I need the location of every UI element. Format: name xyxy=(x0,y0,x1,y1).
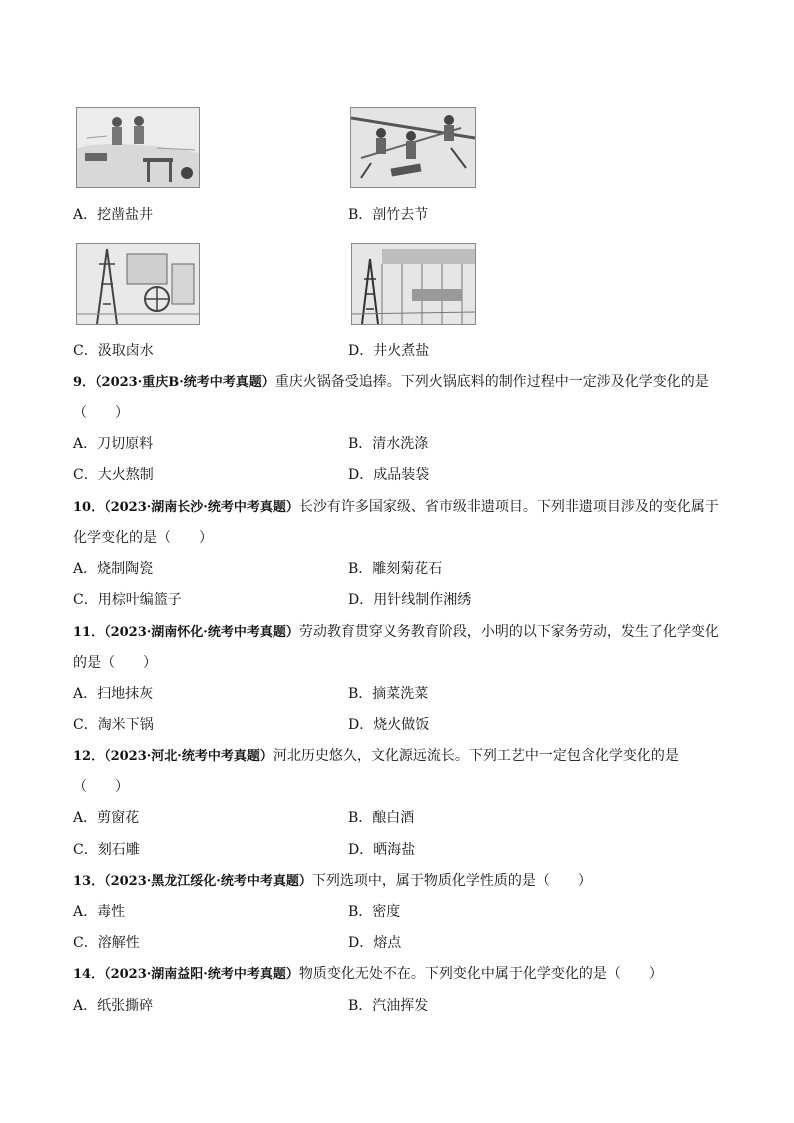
question-number: 14． xyxy=(73,967,105,982)
q14-option-b[interactable]: B．汽油挥发 xyxy=(348,998,429,1014)
boiling-salt-illustration xyxy=(351,243,476,325)
q10-option-d[interactable]: D．用针线制作湘绣 xyxy=(348,592,472,608)
q13-option-a[interactable]: A．毒性 xyxy=(73,904,126,920)
question-12-stem xyxy=(73,746,679,767)
q11-option-b[interactable]: B．摘菜洗菜 xyxy=(348,686,429,702)
question-source: （2023·湖南怀化·统考中考真题） xyxy=(104,625,299,640)
question-11-stem-line2: 的是（ ） xyxy=(73,655,157,671)
q11-option-d[interactable]: D．烧火做饭 xyxy=(348,717,430,733)
question-9-stem-line2: （ ） xyxy=(73,405,129,421)
q12-option-d[interactable]: D．晒海盐 xyxy=(348,842,416,858)
question-text: 下列选项中，属于物质化学性质的是（ ） xyxy=(311,873,592,889)
question-text: 劳动教育贯穿义务教育阶段，小明的以下家务劳动，发生了化学变化 xyxy=(298,624,719,640)
q8-option-c[interactable]: C．汲取卤水 xyxy=(73,343,154,359)
q14-option-a[interactable]: A．纸张撕碎 xyxy=(73,998,154,1014)
question-12-stem-line2: （ ） xyxy=(73,779,129,795)
question-source: （2023·黑龙江绥化·统考中考真题） xyxy=(104,874,312,889)
q13-option-b[interactable]: B．密度 xyxy=(348,904,401,920)
q10-option-b[interactable]: B．雕刻菊花石 xyxy=(348,561,443,577)
question-number: 13． xyxy=(73,874,105,889)
question-text: 重庆火锅备受追捧。下列火锅底料的制作过程中一定涉及化学变化的是 xyxy=(274,374,709,390)
q8-option-a[interactable]: A．挖凿盐井 xyxy=(73,207,154,223)
question-text: 物质变化无处不在。下列变化中属于化学变化的是（ ） xyxy=(298,966,663,982)
q9-option-d[interactable]: D．成品装袋 xyxy=(348,467,430,483)
question-11-stem xyxy=(73,622,719,643)
q13-option-d[interactable]: D．熔点 xyxy=(348,935,402,951)
q12-option-c[interactable]: C．刻石雕 xyxy=(73,842,140,858)
question-text: 长沙有许多国家级、省市级非遗项目。下列非遗项目涉及的变化属于 xyxy=(298,499,719,515)
question-9-stem xyxy=(73,372,709,393)
question-source: （2023·湖南益阳·统考中考真题） xyxy=(104,967,299,982)
salt-well-digging-illustration xyxy=(76,107,200,188)
question-14-stem xyxy=(73,964,663,985)
q12-option-a[interactable]: A．剪窗花 xyxy=(73,810,140,826)
bamboo-splitting-illustration xyxy=(350,107,476,188)
question-text: 河北历史悠久，文化源远流长。下列工艺中一定包含化学变化的是 xyxy=(272,748,679,764)
q9-option-a[interactable]: A．刀切原料 xyxy=(73,436,154,452)
q10-option-a[interactable]: A．烧制陶瓷 xyxy=(73,561,154,577)
question-10-stem xyxy=(73,497,719,518)
question-13-stem xyxy=(73,871,592,892)
brine-drawing-illustration xyxy=(76,243,200,325)
q11-option-c[interactable]: C．淘米下锅 xyxy=(73,717,154,733)
q8-option-d[interactable]: D．井火煮盐 xyxy=(348,343,430,359)
question-number: 11． xyxy=(73,625,105,640)
question-number: 12． xyxy=(73,749,105,764)
q10-option-c[interactable]: C．用棕叶编篮子 xyxy=(73,592,182,608)
q13-option-c[interactable]: C．溶解性 xyxy=(73,935,140,951)
question-number: 10． xyxy=(73,500,105,515)
q11-option-a[interactable]: A．扫地抹灰 xyxy=(73,686,154,702)
question-source: （2023·重庆B·统考中考真题） xyxy=(95,375,275,390)
q12-option-b[interactable]: B．酿白酒 xyxy=(348,810,415,826)
q8-option-b[interactable]: B．剖竹去节 xyxy=(348,207,429,223)
question-10-stem-line2: 化学变化的是（ ） xyxy=(73,530,213,546)
question-source: （2023·湖南长沙·统考中考真题） xyxy=(104,500,299,515)
q9-option-c[interactable]: C．大火熬制 xyxy=(73,467,154,483)
question-number: 9． xyxy=(73,375,96,390)
question-source: （2023·河北·统考中考真题） xyxy=(104,749,273,764)
q9-option-b[interactable]: B．清水洗涤 xyxy=(348,436,429,452)
